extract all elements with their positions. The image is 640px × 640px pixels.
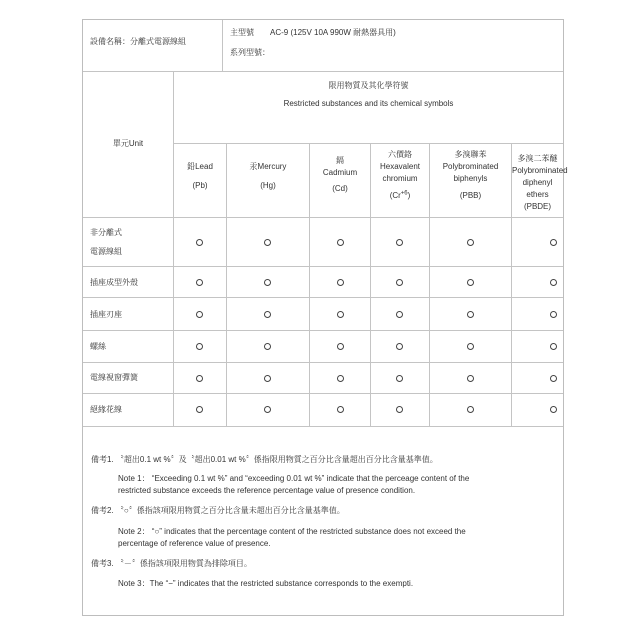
compliance-mark [337, 239, 344, 246]
compliance-mark [467, 311, 474, 318]
note-3-zh: 備考3. 〝－〞係指該項限用物質為排除項目。 [91, 559, 252, 568]
row-label-1b: 電源線組 [90, 247, 122, 256]
substance-header-pbb: 多溴聯苯 Polybrominated biphenyls (PBB) [442, 150, 499, 200]
compliance-mark [550, 311, 557, 318]
restricted-title-zh: 限用物質及其化學符號 [328, 81, 409, 90]
compliance-mark [264, 239, 271, 246]
compliance-mark [264, 343, 271, 350]
compliance-mark [264, 375, 271, 382]
compliance-mark [396, 406, 403, 413]
compliance-mark [550, 343, 557, 350]
compliance-mark [337, 279, 344, 286]
divider-substance-title [173, 143, 563, 144]
compliance-mark [467, 343, 474, 350]
divider-row-3 [83, 330, 563, 331]
row-label-1a: 非分離式 [90, 228, 122, 237]
model-value: AC-9 (125V 10A 990W 耐熱器具用) [270, 28, 396, 37]
compliance-mark [337, 311, 344, 318]
compliance-mark [196, 311, 203, 318]
row-label-4: 螺絲 [90, 342, 106, 351]
compliance-mark [196, 375, 203, 382]
model-label: 主型號 [230, 28, 254, 37]
substance-header-lead: 鉛Lead (Pb) [187, 162, 213, 190]
compliance-mark [396, 239, 403, 246]
compliance-mark [550, 239, 557, 246]
substance-header-mercury: 汞Mercury (Hg) [249, 162, 287, 190]
series-label: 系列型號： [230, 48, 270, 57]
compliance-mark [264, 406, 271, 413]
compliance-mark [337, 406, 344, 413]
compliance-mark [396, 279, 403, 286]
compliance-mark [396, 343, 403, 350]
note-1-en-line2: restricted substance exceeds the reference percentage value of presence condition. [118, 486, 416, 495]
compliance-mark [396, 311, 403, 318]
divider-col-unit [173, 72, 174, 426]
compliance-mark [264, 279, 271, 286]
substance-header-hexavalent-chromium: 六價鉻 Hexavalent chromium $(Cr^{+6})$ [379, 150, 421, 200]
substance-header-cadmium: 鎘 Cadmium (Cd) [322, 156, 358, 193]
substance-header-pbde: 多溴二苯醚 Polybrominated diphenyl ethers (PBDE) [512, 154, 568, 211]
compliance-mark [467, 406, 474, 413]
note-1-zh: 備考1. 〝超出0.1 wt %〞及〝超出0.01 wt %〞係指限用物質之百分比含量超出百分比含量基準值。 [91, 455, 438, 464]
compliance-mark [196, 239, 203, 246]
divider-notes [83, 426, 563, 427]
compliance-mark [550, 375, 557, 382]
note-1-en-line1: Note 1： “Exceeding 0.1 wt %” and “exceeding 0.01 wt %” indicate that the perceage content of the [118, 474, 470, 483]
note-3-en: Note 3：The “−” indicates that the restricted substance corresponds to the exempti. [118, 579, 414, 588]
compliance-mark [550, 279, 557, 286]
compliance-mark [467, 375, 474, 382]
row-label-3: 插座刃座 [90, 310, 122, 319]
restricted-title-en: Restricted substances and its chemical symbols [283, 99, 454, 108]
note-2-zh: 備考2. 〝○〞係指該項限用物質之百分比含量未超出百分比含量基準值。 [91, 506, 345, 515]
divider-row-5 [83, 393, 563, 394]
unit-header: 單元Unit [112, 139, 144, 148]
compliance-mark [550, 406, 557, 413]
divider-substance-header [83, 217, 563, 218]
note-2-en-line2: percentage of reference value of presence. [118, 539, 271, 548]
compliance-mark [196, 406, 203, 413]
divider-row-1 [83, 266, 563, 267]
compliance-mark [396, 375, 403, 382]
compliance-mark [467, 279, 474, 286]
row-label-5: 電線視窗彈簧 [90, 373, 138, 382]
compliance-mark [264, 311, 271, 318]
compliance-mark [337, 343, 344, 350]
compliance-mark [196, 279, 203, 286]
divider-row-2 [83, 297, 563, 298]
equipment-name: 設備名稱：分離式電源線組 [90, 37, 186, 46]
compliance-mark [196, 343, 203, 350]
note-2-en-line1: Note 2： “○” indicates that the percentage content of the restricted substance does not exceed the [118, 527, 466, 536]
row-label-6: 絕緣花線 [90, 405, 122, 414]
divider-header [83, 71, 563, 72]
compliance-mark [467, 239, 474, 246]
row-label-2: 插座成型外殼 [90, 278, 138, 287]
compliance-mark [337, 375, 344, 382]
divider-header-vertical [222, 20, 223, 71]
divider-row-4 [83, 362, 563, 363]
